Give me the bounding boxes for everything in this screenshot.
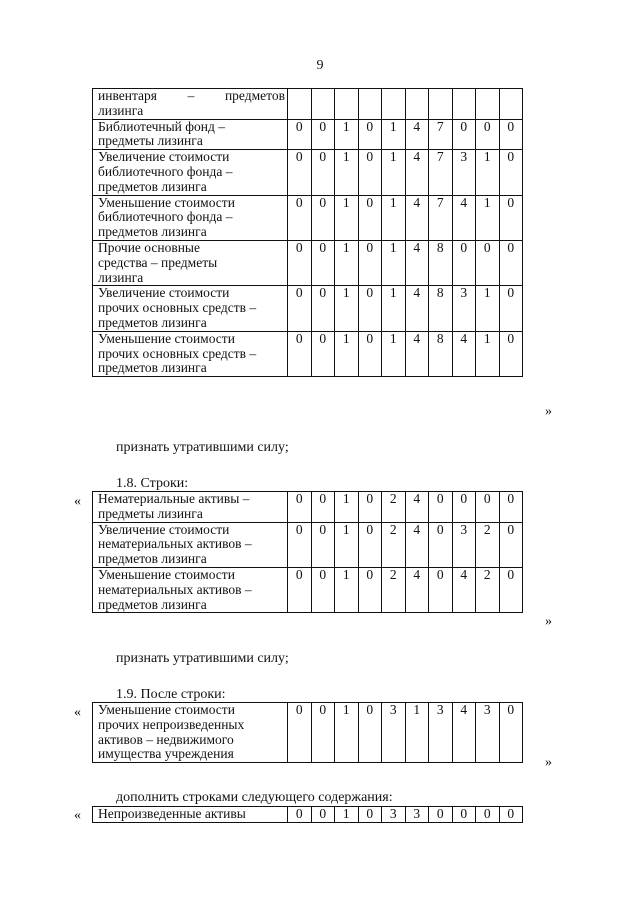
code-table xyxy=(92,806,523,823)
code-digit-cell: 3 xyxy=(382,807,406,823)
row-label xyxy=(93,807,288,823)
code-digit-cell: 7 xyxy=(429,119,453,150)
code-digit-cell: 1 xyxy=(382,286,406,331)
code-digit-cell xyxy=(452,89,476,120)
code-digit-cell: 0 xyxy=(311,150,335,195)
section-heading-1-9: 1.9. После строки: xyxy=(116,687,226,702)
code-digit-cell: 1 xyxy=(335,286,359,331)
code-digit-cell: 4 xyxy=(452,703,476,763)
code-digit-cell: 1 xyxy=(335,567,359,612)
row-label-line: Прочие основные xyxy=(98,239,200,255)
row-label xyxy=(93,240,288,285)
table-row xyxy=(93,240,523,285)
code-digit-cell: 0 xyxy=(358,807,382,823)
code-digit-cell: 4 xyxy=(405,286,429,331)
code-digit-cell: 0 xyxy=(476,240,500,285)
row-label xyxy=(93,522,288,567)
code-digit-cell: 3 xyxy=(452,522,476,567)
row-label-line: предметов лизинга xyxy=(98,178,207,194)
section-heading-1-8: 1.8. Строки: xyxy=(116,476,189,491)
code-digit-cell: 1 xyxy=(335,807,359,823)
code-table-leasing-fixed-assets xyxy=(92,88,523,377)
row-label-line: Уменьшение стоимости xyxy=(98,566,235,582)
row-label-line: инвентаря – предметов xyxy=(98,88,285,103)
code-digit-cell: 4 xyxy=(452,195,476,240)
code-digit-cell: 1 xyxy=(476,195,500,240)
row-label-line: Уменьшение стоимости xyxy=(98,702,235,717)
code-table xyxy=(92,702,523,763)
row-label-line: прочих непроизведенных xyxy=(98,716,245,732)
code-digit-cell: 8 xyxy=(429,286,453,331)
table-row xyxy=(93,119,523,150)
code-digit-cell: 0 xyxy=(499,567,523,612)
code-digit-cell: 3 xyxy=(452,150,476,195)
row-label-line: прочих основных средств – xyxy=(98,300,257,316)
row-label xyxy=(93,492,288,523)
code-digit-cell: 0 xyxy=(358,150,382,195)
code-digit-cell: 0 xyxy=(499,119,523,150)
row-label-line: прочих основных средств – xyxy=(98,345,257,361)
code-digit-cell: 0 xyxy=(311,195,335,240)
row-label-line: лизинга xyxy=(98,102,144,118)
code-digit-cell: 1 xyxy=(335,150,359,195)
code-digit-cell: 0 xyxy=(288,119,312,150)
code-digit-cell xyxy=(311,89,335,120)
code-digit-cell: 4 xyxy=(405,567,429,612)
row-label xyxy=(93,567,288,612)
row-label-line: активов – недвижимого xyxy=(98,731,234,747)
code-digit-cell: 0 xyxy=(288,492,312,523)
code-digit-cell: 3 xyxy=(452,286,476,331)
row-label-line: предметов лизинга xyxy=(98,224,207,240)
row-label-line: лизинга xyxy=(98,269,144,285)
code-digit-cell: 0 xyxy=(358,567,382,612)
code-digit-cell: 0 xyxy=(499,150,523,195)
code-digit-cell: 3 xyxy=(405,807,429,823)
row-label-line: нематериальных активов – xyxy=(98,581,252,597)
code-table xyxy=(92,491,523,613)
code-digit-cell: 3 xyxy=(476,703,500,763)
row-label-line: имущества учреждения xyxy=(98,746,234,762)
code-digit-cell: 1 xyxy=(476,331,500,376)
code-digit-cell: 0 xyxy=(499,240,523,285)
code-digit-cell: 1 xyxy=(382,331,406,376)
code-digit-cell xyxy=(335,89,359,120)
code-digit-cell: 0 xyxy=(311,119,335,150)
code-digit-cell: 1 xyxy=(335,331,359,376)
code-digit-cell: 0 xyxy=(429,522,453,567)
table-row xyxy=(93,89,523,120)
code-digit-cell: 0 xyxy=(452,492,476,523)
code-digit-cell: 3 xyxy=(429,703,453,763)
code-digit-cell: 0 xyxy=(288,286,312,331)
code-digit-cell: 1 xyxy=(335,522,359,567)
table-row xyxy=(93,331,523,376)
code-digit-cell: 0 xyxy=(288,150,312,195)
row-label xyxy=(93,286,288,331)
code-digit-cell: 0 xyxy=(476,807,500,823)
code-digit-cell xyxy=(499,89,523,120)
code-digit-cell xyxy=(476,89,500,120)
code-digit-cell: 2 xyxy=(476,567,500,612)
code-digit-cell: 1 xyxy=(382,150,406,195)
row-label xyxy=(93,150,288,195)
code-digit-cell: 0 xyxy=(358,119,382,150)
closing-quote: » xyxy=(545,404,552,419)
code-digit-cell: 0 xyxy=(311,807,335,823)
code-digit-cell: 0 xyxy=(358,703,382,763)
row-label-line: Увеличение стоимости xyxy=(98,285,230,301)
code-digit-cell: 0 xyxy=(288,567,312,612)
row-label-line: Непроизведенные активы xyxy=(98,806,246,821)
row-label-line: нематериальных активов – xyxy=(98,536,252,552)
row-label-line: библиотечного фонда – xyxy=(98,163,233,179)
instruction-supplement: дополнить строками следующего содержания: xyxy=(116,790,393,805)
code-digit-cell: 0 xyxy=(499,492,523,523)
code-digit-cell: 0 xyxy=(311,286,335,331)
code-digit-cell: 0 xyxy=(499,522,523,567)
row-label xyxy=(93,331,288,376)
row-label-line: предметы лизинга xyxy=(98,505,203,521)
row-label-line: предметов лизинга xyxy=(98,551,207,567)
row-label-line: средства – предметы xyxy=(98,254,218,270)
code-digit-cell: 0 xyxy=(452,119,476,150)
table-row xyxy=(93,286,523,331)
row-label xyxy=(93,703,288,763)
table-row xyxy=(93,807,523,823)
row-label-line: предметов лизинга xyxy=(98,314,207,330)
code-digit-cell: 1 xyxy=(335,492,359,523)
row-label-line: предметов лизинга xyxy=(98,360,207,376)
code-digit-cell: 0 xyxy=(311,703,335,763)
code-digit-cell: 0 xyxy=(476,119,500,150)
row-label-line: Увеличение стоимости xyxy=(98,149,230,165)
row-label-line: предметы лизинга xyxy=(98,133,203,149)
code-digit-cell: 0 xyxy=(311,331,335,376)
code-digit-cell xyxy=(405,89,429,120)
code-digit-cell: 4 xyxy=(405,331,429,376)
code-digit-cell: 0 xyxy=(499,286,523,331)
row-label-line: библиотечного фонда – xyxy=(98,209,233,225)
code-digit-cell: 0 xyxy=(358,286,382,331)
table-row xyxy=(93,195,523,240)
code-digit-cell: 0 xyxy=(499,703,523,763)
code-digit-cell: 1 xyxy=(476,150,500,195)
code-digit-cell: 0 xyxy=(476,492,500,523)
code-digit-cell: 0 xyxy=(288,331,312,376)
code-digit-cell: 8 xyxy=(429,240,453,285)
row-label xyxy=(93,195,288,240)
code-digit-cell: 0 xyxy=(452,240,476,285)
code-digit-cell: 4 xyxy=(452,331,476,376)
code-table-non-produced-assets xyxy=(92,806,523,823)
code-digit-cell: 0 xyxy=(499,807,523,823)
opening-quote: « xyxy=(74,808,81,823)
code-digit-cell: 8 xyxy=(429,331,453,376)
code-digit-cell: 4 xyxy=(405,195,429,240)
row-label xyxy=(93,89,288,120)
code-digit-cell: 0 xyxy=(429,567,453,612)
code-table xyxy=(92,88,523,377)
code-table-intangible-assets xyxy=(92,491,523,613)
code-digit-cell: 2 xyxy=(382,522,406,567)
closing-quote: » xyxy=(545,614,552,629)
code-digit-cell: 1 xyxy=(335,240,359,285)
code-digit-cell: 0 xyxy=(288,195,312,240)
row-label-line: Увеличение стоимости xyxy=(98,521,230,537)
code-digit-cell: 1 xyxy=(335,195,359,240)
code-digit-cell: 4 xyxy=(405,240,429,285)
code-table-real-estate xyxy=(92,702,523,763)
opening-quote: « xyxy=(74,705,81,720)
code-digit-cell: 0 xyxy=(288,522,312,567)
code-digit-cell: 4 xyxy=(452,567,476,612)
code-digit-cell: 0 xyxy=(288,703,312,763)
code-digit-cell: 1 xyxy=(382,119,406,150)
instruction-recognize-invalid: признать утратившими силу; xyxy=(116,440,289,455)
code-digit-cell: 1 xyxy=(476,286,500,331)
code-digit-cell: 0 xyxy=(358,195,382,240)
code-digit-cell: 4 xyxy=(405,522,429,567)
code-digit-cell: 1 xyxy=(382,195,406,240)
code-digit-cell: 0 xyxy=(358,522,382,567)
code-digit-cell: 3 xyxy=(382,703,406,763)
code-digit-cell: 0 xyxy=(499,195,523,240)
code-digit-cell: 2 xyxy=(382,492,406,523)
code-digit-cell: 4 xyxy=(405,119,429,150)
row-label-line: Уменьшение стоимости xyxy=(98,194,235,210)
table-row xyxy=(93,150,523,195)
instruction-recognize-invalid: признать утратившими силу; xyxy=(116,651,289,666)
row-label-line: Библиотечный фонд – xyxy=(98,118,225,134)
code-digit-cell xyxy=(288,89,312,120)
code-digit-cell: 2 xyxy=(476,522,500,567)
code-digit-cell: 0 xyxy=(288,240,312,285)
code-digit-cell: 1 xyxy=(335,119,359,150)
code-digit-cell: 0 xyxy=(429,492,453,523)
code-digit-cell: 1 xyxy=(335,703,359,763)
code-digit-cell: 0 xyxy=(499,331,523,376)
table-row xyxy=(93,492,523,523)
row-label-line: Нематериальные активы – xyxy=(98,491,250,506)
code-digit-cell: 1 xyxy=(382,240,406,285)
row-label-line: предметов лизинга xyxy=(98,596,207,612)
code-digit-cell: 0 xyxy=(358,492,382,523)
code-digit-cell: 4 xyxy=(405,492,429,523)
code-digit-cell: 4 xyxy=(405,150,429,195)
code-digit-cell: 2 xyxy=(382,567,406,612)
code-digit-cell: 0 xyxy=(311,567,335,612)
closing-quote: » xyxy=(545,755,552,770)
table-row xyxy=(93,567,523,612)
table-row xyxy=(93,522,523,567)
code-digit-cell: 0 xyxy=(311,522,335,567)
page-number: 9 xyxy=(316,58,324,73)
code-digit-cell: 7 xyxy=(429,195,453,240)
code-digit-cell: 0 xyxy=(358,331,382,376)
code-digit-cell: 7 xyxy=(429,150,453,195)
code-digit-cell: 0 xyxy=(358,240,382,285)
code-digit-cell xyxy=(358,89,382,120)
code-digit-cell: 0 xyxy=(288,807,312,823)
code-digit-cell: 0 xyxy=(311,492,335,523)
code-digit-cell: 0 xyxy=(429,807,453,823)
code-digit-cell: 0 xyxy=(452,807,476,823)
row-label xyxy=(93,119,288,150)
code-digit-cell xyxy=(429,89,453,120)
code-digit-cell: 0 xyxy=(311,240,335,285)
code-digit-cell: 1 xyxy=(405,703,429,763)
opening-quote: « xyxy=(74,494,81,509)
row-label-line: Уменьшение стоимости xyxy=(98,330,235,346)
table-row xyxy=(93,703,523,763)
code-digit-cell xyxy=(382,89,406,120)
